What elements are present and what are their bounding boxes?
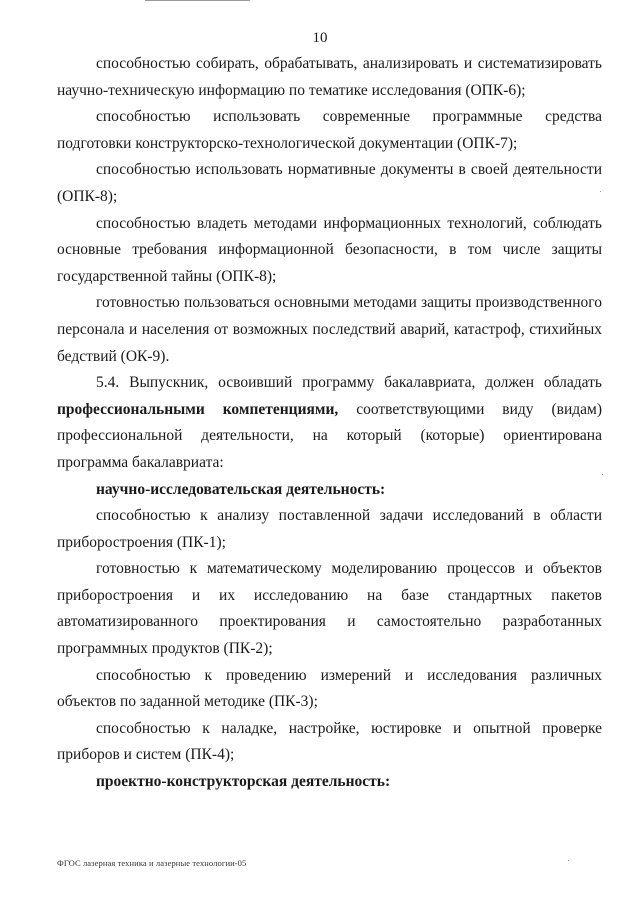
paragraph-pk-2: готовностью к математическому моделированию процессов и объектов приборостроения и их исследованию на базе стандартных пакетов автоматизированного проектирования и самостоятельно разработанных программных продуктов (ПК-2); xyxy=(57,560,602,658)
paragraph-pk-1: способностью к анализу поставленной задачи исследований в области приборостроения (ПК-1); xyxy=(57,507,602,551)
section-5-4-rest: соответствующими виду (видам) профессиональной деятельности, на который (которые) ориентирована программа бакалавриата: xyxy=(57,400,602,471)
paragraph-ok-9: готовностью пользоваться основными методами защиты производственного персонала и населения от возможных последствий аварий, катастроф, стихийных бедствий (ОК-9). xyxy=(57,294,602,365)
scan-speck xyxy=(600,191,601,192)
paragraph-opk-8-security: способностью владеть методами информационных технологий, соблюдать основные требования информационной безопасности, в том числе защиты государственной тайны (ОПК-8); xyxy=(57,214,602,285)
footer-document-id: ФГОС лазерная техника и лазерные технологии-05 xyxy=(57,858,247,868)
section-5-4-bold-term: профессиональными компетенциями, xyxy=(57,400,339,418)
page-number: 10 xyxy=(312,30,328,46)
scan-speck xyxy=(602,474,603,475)
top-edge-rule xyxy=(145,0,250,1)
page-body xyxy=(57,51,602,796)
section-5-4-lead: 5.4. Выпускник, освоивший программу бакалавриата, должен обладать xyxy=(96,374,602,392)
paragraph-pk-3: способностью к проведению измерений и исследования различных объектов по заданной методике (ПК-3); xyxy=(57,666,602,711)
paragraph-opk-6: способностью собирать, обрабатывать, анализировать и систематизировать научно-техническую информацию по тематике исследования (ОПК-6); xyxy=(57,55,602,99)
heading-design-activity: проектно-конструкторская деятельность: xyxy=(96,773,391,791)
heading-research-activity: научно-исследовательская деятельность: xyxy=(96,480,386,498)
paragraph-opk-8-normative: способностью использовать нормативные документы в своей деятельности (ОПК-8); xyxy=(57,161,602,205)
paragraph-section-5-4 xyxy=(57,370,602,476)
scan-speck xyxy=(568,860,569,861)
paragraph-pk-4: способностью к наладке, настройке, юстировке и опытной проверке приборов и систем (ПК-4); xyxy=(57,719,602,764)
paragraph-opk-7: способностью использовать современные программные средства подготовки конструкторско-технологической документации (ОПК-7); xyxy=(57,108,602,152)
